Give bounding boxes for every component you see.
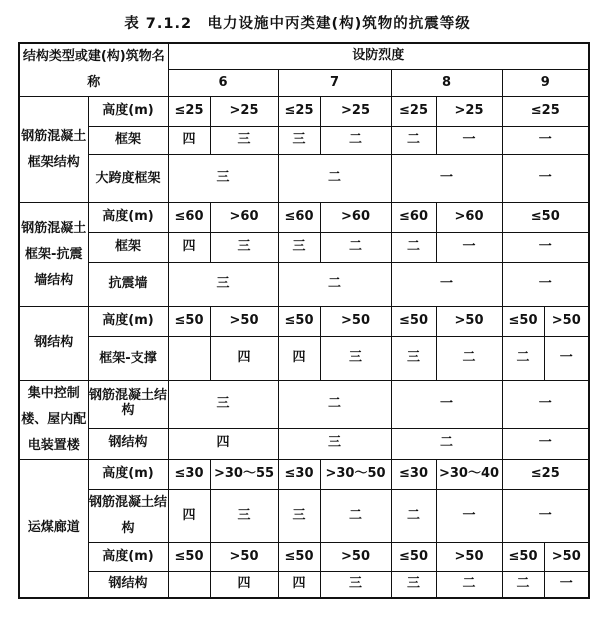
table-cell: 一 (391, 155, 502, 203)
table-cell: >60 (436, 203, 502, 233)
table-cell: >30～50 (320, 460, 391, 490)
row-label: 框架-支撑 (88, 337, 168, 381)
table-cell: ≤30 (278, 460, 320, 490)
table-cell: >50 (210, 543, 278, 572)
table-cell: ≤60 (278, 203, 320, 233)
table-cell: ≤30 (168, 460, 210, 490)
table-cell: 二 (436, 337, 502, 381)
table-cell: 四 (278, 572, 320, 598)
table-cell: ≤50 (391, 543, 436, 572)
table-cell: 一 (502, 381, 589, 429)
table-cell: >30～55 (210, 460, 278, 490)
table-cell: 一 (436, 490, 502, 543)
table-cell: 一 (544, 337, 589, 381)
table-cell: >50 (210, 307, 278, 337)
table-cell: 三 (210, 490, 278, 543)
table-cell: 三 (391, 572, 436, 598)
table-cell: ≤50 (502, 543, 544, 572)
header-level-9: 9 (502, 70, 589, 97)
table-title: 表 7.1.2 电力设施中丙类建(构)筑物的抗震等级 (124, 16, 471, 32)
table-cell: ≤25 (502, 460, 589, 490)
table-cell: >30～40 (436, 460, 502, 490)
group-name: 运煤廊道 (19, 460, 88, 598)
table-cell: 三 (278, 490, 320, 543)
table-cell: ≤25 (502, 97, 589, 127)
table-cell: 四 (210, 572, 278, 598)
table-cell: 二 (278, 381, 391, 429)
table-cell: 三 (210, 127, 278, 155)
table-cell: 四 (168, 428, 278, 459)
table-cell: ≤50 (168, 543, 210, 572)
table-cell: 二 (436, 572, 502, 598)
table-cell: >60 (210, 203, 278, 233)
table-cell: ≤50 (502, 203, 589, 233)
table-cell: 一 (436, 233, 502, 263)
header-level-6: 6 (168, 70, 278, 97)
table-cell: 三 (320, 337, 391, 381)
table-cell: 二 (320, 127, 391, 155)
group-name: 钢结构 (19, 307, 88, 381)
header-level-8: 8 (391, 70, 502, 97)
table-cell: 二 (391, 428, 502, 459)
table-cell: 四 (168, 127, 210, 155)
table-cell: >50 (544, 307, 589, 337)
table-cell: >60 (320, 203, 391, 233)
table-cell: 四 (168, 490, 210, 543)
table-cell: ≤60 (168, 203, 210, 233)
header-level-7: 7 (278, 70, 391, 97)
table-cell: 三 (278, 428, 391, 459)
table-cell: >50 (320, 307, 391, 337)
row-label: 大跨度框架 (88, 155, 168, 203)
table-cell: 三 (168, 155, 278, 203)
row-label: 高度(m) (88, 543, 168, 572)
table-cell: 二 (278, 263, 391, 307)
row-label: 高度(m) (88, 460, 168, 490)
table-cell: 三 (168, 263, 278, 307)
table-cell: 一 (502, 127, 589, 155)
group-name: 钢筋混凝土框架-抗震墙结构 (19, 203, 88, 307)
table-cell: ≤50 (278, 543, 320, 572)
row-label: 框架 (88, 233, 168, 263)
table-cell: 四 (168, 233, 210, 263)
table-cell: 二 (502, 337, 544, 381)
table-cell: 三 (278, 127, 320, 155)
table-cell: 二 (391, 127, 436, 155)
table-cell: 一 (502, 428, 589, 459)
table-cell: 三 (320, 572, 391, 598)
table-cell: 三 (168, 381, 278, 429)
table-cell: ≤50 (502, 307, 544, 337)
table-cell: 二 (320, 490, 391, 543)
table-cell: >50 (436, 543, 502, 572)
row-label: 抗震墙 (88, 263, 168, 307)
table-cell: ≤50 (391, 307, 436, 337)
seismic-grade-table (18, 42, 590, 599)
table-cell (168, 572, 210, 598)
row-label: 钢筋混凝土结构 (88, 490, 168, 543)
table-cell: 一 (391, 263, 502, 307)
table-cell: 二 (391, 233, 436, 263)
table-cell: 三 (391, 337, 436, 381)
row-label: 高度(m) (88, 203, 168, 233)
group-name: 集中控制楼、屋内配电装置楼 (19, 381, 88, 460)
table-cell: >50 (436, 307, 502, 337)
table-cell: ≤25 (168, 97, 210, 127)
table-cell: >50 (544, 543, 589, 572)
row-label: 高度(m) (88, 307, 168, 337)
row-label: 高度(m) (88, 97, 168, 127)
table-cell: 二 (320, 233, 391, 263)
table-cell: 三 (278, 233, 320, 263)
table-cell: >25 (436, 97, 502, 127)
table-cell: 一 (502, 263, 589, 307)
table-cell: 二 (391, 490, 436, 543)
table-cell: ≤50 (168, 307, 210, 337)
row-label: 钢结构 (88, 428, 168, 459)
table-cell: 一 (391, 381, 502, 429)
table-cell: ≤30 (391, 460, 436, 490)
group-name: 钢筋混凝土框架结构 (19, 97, 88, 203)
table-cell (168, 337, 210, 381)
table-cell: 一 (502, 233, 589, 263)
table-cell: 四 (278, 337, 320, 381)
row-label: 钢结构 (88, 572, 168, 598)
table-cell: 一 (544, 572, 589, 598)
table-cell: >50 (320, 543, 391, 572)
table-cell: >25 (210, 97, 278, 127)
header-intensity: 设防烈度 (168, 43, 589, 70)
table-cell: ≤60 (391, 203, 436, 233)
table-cell: 四 (210, 337, 278, 381)
header-structure-type: 结构类型或建(构)筑物名称 (19, 43, 168, 97)
table-cell: 二 (502, 572, 544, 598)
table-cell: 一 (502, 490, 589, 543)
table-cell: ≤25 (391, 97, 436, 127)
table-cell: ≤25 (278, 97, 320, 127)
table-cell: ≤50 (278, 307, 320, 337)
row-label: 框架 (88, 127, 168, 155)
table-cell: 二 (278, 155, 391, 203)
table-cell: 一 (436, 127, 502, 155)
row-label: 钢筋混凝土结构 (88, 381, 168, 429)
table-cell: 一 (502, 155, 589, 203)
table-cell: >25 (320, 97, 391, 127)
table-cell: 三 (210, 233, 278, 263)
